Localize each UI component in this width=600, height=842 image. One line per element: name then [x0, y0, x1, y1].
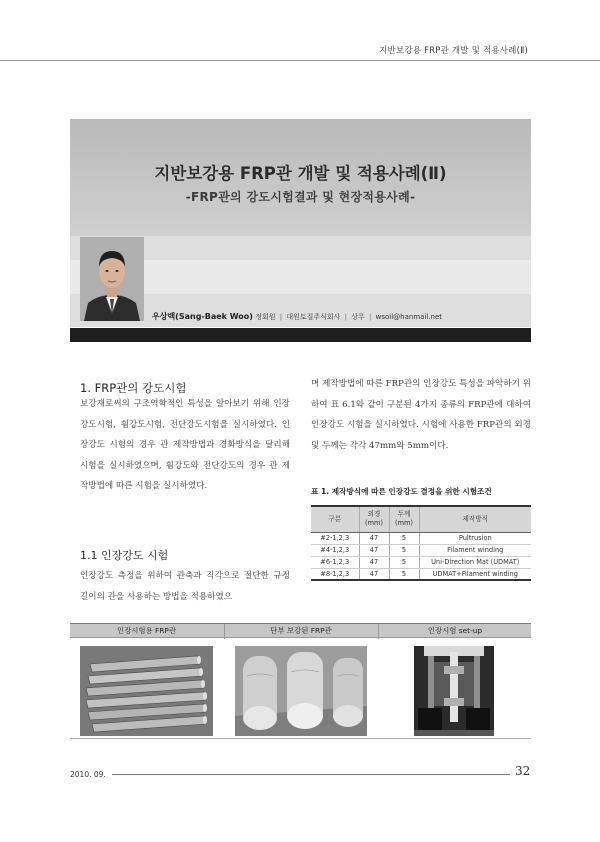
table-cell: 5: [389, 568, 419, 580]
table-row: [311, 544, 531, 556]
table-cell: 5: [389, 544, 419, 556]
table-cell: #4-1,2,3: [311, 544, 359, 556]
frp-pipes-photo: [80, 646, 213, 736]
table-cell: 5: [389, 556, 419, 568]
author-portrait-image: [80, 237, 144, 321]
table-cell: 47: [359, 568, 389, 580]
table-header-cell: 제작방식: [419, 506, 531, 532]
separator: |: [279, 313, 283, 321]
running-header: 지반보강용 FRP관 개발 및 적용사례(Ⅱ): [379, 46, 528, 56]
footer-date: 2010. 09.: [70, 770, 106, 779]
photo-caption: 인장시험용 FRP관: [116, 626, 177, 635]
table-header-cell: 외경 (mm): [359, 506, 389, 532]
table-row: [311, 532, 531, 544]
author-name: 우상백(Sang-Baek Woo): [152, 312, 253, 321]
author-position: 상무: [351, 313, 365, 321]
table-cell: 5: [389, 532, 419, 544]
author-info: [152, 311, 442, 322]
author-photo: [80, 237, 144, 321]
table-cell: Filament winding: [419, 544, 531, 556]
table-cell: Uni-Direction Mat (UDMAT): [419, 556, 531, 568]
section-paragraph-right: 며 제작방법에 따른 FRP관의 인장강도 특성을 파악하기 위하여 표 6.1와 같이 구분된 4가지 종류의 FRP관에 대하여 인장강도 시험을 실시하였다. 시험에 사용한 FRP관의 외경 및 두께는 각각 47mm와 5mm이다.: [311, 379, 531, 451]
table-cell: Pultrusion: [419, 532, 531, 544]
article-subtitle: -FRP관의 강도시험결과 및 현장적용사례-: [185, 190, 416, 204]
photo-strip: [70, 623, 531, 739]
test-conditions-table: [311, 505, 531, 581]
table-cell: 47: [359, 544, 389, 556]
table-row: [311, 556, 531, 568]
banner-dark-band: [70, 328, 531, 342]
header-rule: [0, 60, 600, 61]
separator: |: [344, 313, 348, 321]
photo-caption: 인장시험 set-up: [378, 624, 531, 639]
author-email[interactable]: wsoil@hanmail.net: [375, 313, 443, 321]
tensile-test-setup-photo: [414, 646, 494, 736]
author-company: 대원토질주식회사: [286, 313, 341, 321]
footer-rule: [112, 774, 510, 775]
table-cell: #6-1,2,3: [311, 556, 359, 568]
tensile-test-setup-image: [414, 646, 494, 736]
table-header-cell: 구분: [311, 506, 359, 532]
section-paragraph-left: 보강재로써의 구조역학적인 특성을 알아보기 위해 인장강도시험, 휨강도시험, 전단강도시험을 실시하였다. 인장강도 시험의 경우 관 제작방법과 경화방식을 달리해 시험을 실시하였으며, 휨강도와 전단강도의 경우 관 제작방법에 따른 시험을 실시하였다.: [80, 399, 290, 491]
article-title: 지반보강용 FRP관 개발 및 적용사례(Ⅱ): [154, 164, 447, 183]
section-heading: 1. FRP관의 강도시험: [80, 381, 187, 395]
subsection-heading: 1.1 인장강도 시험: [80, 549, 169, 562]
separator: |: [369, 313, 372, 321]
table-cell: UDMAT+Filament winding: [419, 568, 531, 580]
table-row: [311, 568, 531, 580]
table-title: 표 1. 제작방식에 따른 인장강도 결정을 위한 시험조건: [311, 487, 492, 496]
photo-strip-rule: [70, 738, 531, 739]
table-cell: 47: [359, 556, 389, 568]
frp-pipes-image: [80, 646, 213, 736]
reinforced-pipe-ends-image: [235, 646, 367, 736]
photo-caption: 단부 보강된 FRP관: [224, 624, 377, 639]
subsection-paragraph: 인장강도 측정을 위하여 관축과 직각으로 절단한 규정 길이의 관을 사용하는 방법을 적용하였으: [80, 571, 290, 602]
page-number: 32: [515, 764, 531, 778]
author-membership: 정회원: [255, 313, 276, 321]
table-cell: #8-1,2,3: [311, 568, 359, 580]
reinforced-pipe-ends-photo: [235, 646, 367, 736]
table-header-cell: 두께 (mm): [389, 506, 419, 532]
table-header-row: [311, 506, 531, 532]
photo-caption-bar: [70, 623, 531, 638]
table-cell: 47: [359, 532, 389, 544]
table-cell: #2-1,2,3: [311, 532, 359, 544]
